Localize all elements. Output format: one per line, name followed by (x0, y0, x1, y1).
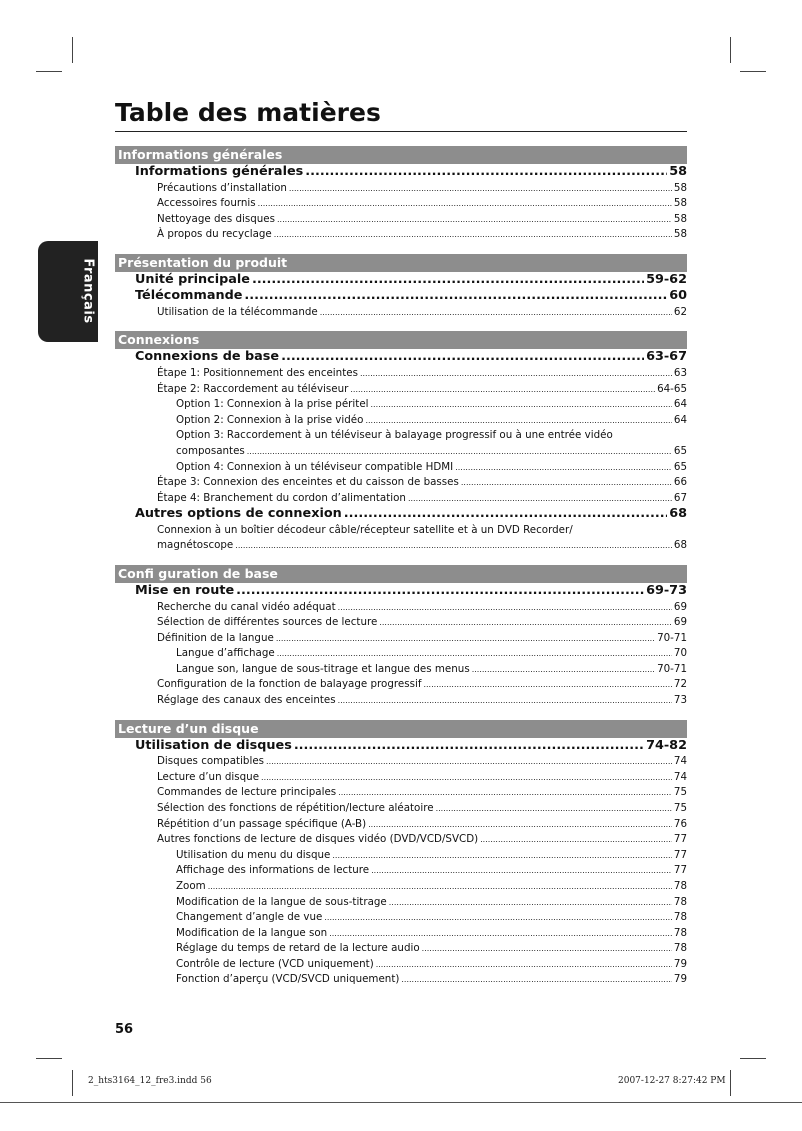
toc-entry[interactable] (115, 475, 687, 491)
language-side-tab (38, 241, 98, 342)
toc-page-number: 77 (673, 864, 687, 877)
toc-entry[interactable] (115, 382, 687, 398)
toc-chapter[interactable] (115, 349, 687, 366)
toc-entry[interactable] (115, 754, 687, 770)
toc-entry[interactable] (115, 693, 687, 709)
toc-entry[interactable] (115, 491, 687, 507)
toc-entry[interactable] (115, 817, 687, 833)
toc-entry-title: Réglage des canaux des enceintes (157, 694, 336, 707)
bottom-divider (0, 1102, 802, 1103)
toc-entry[interactable] (115, 366, 687, 382)
dot-leader (236, 583, 644, 600)
toc-page-number: 74 (673, 770, 687, 783)
toc-page-number: 73 (673, 694, 687, 707)
toc-entry[interactable] (115, 413, 687, 429)
toc-entry[interactable] (115, 832, 687, 848)
toc-entry-title: Utilisation de la télécommande (157, 305, 318, 318)
toc-entry[interactable] (115, 444, 687, 460)
toc-entry-title: Modification de la langue de sous-titrage (176, 895, 387, 908)
toc-entry-title: Étape 3: Connexion des enceintes et du caisson de basses (157, 476, 459, 489)
toc-page-number: 69 (673, 600, 687, 613)
dot-leader (274, 227, 672, 243)
toc-chapter[interactable] (115, 164, 687, 181)
toc-entry[interactable] (115, 460, 687, 476)
toc-entry[interactable] (115, 957, 687, 973)
dot-leader (455, 460, 672, 476)
dot-leader (294, 738, 644, 755)
toc-page-number: 65 (673, 444, 687, 457)
toc-entry[interactable] (115, 196, 687, 212)
toc-entry[interactable] (115, 631, 687, 647)
toc-entry-title: Utilisation du menu du disque (176, 848, 331, 861)
toc-entry[interactable] (115, 677, 687, 693)
toc-page-number: 68 (673, 539, 687, 552)
toc-entry[interactable] (115, 646, 687, 662)
toc-page-number: 75 (673, 786, 687, 799)
toc-page-number: 63-67 (646, 349, 687, 365)
toc-page-number: 74-82 (646, 737, 687, 753)
toc-entry[interactable] (115, 910, 687, 926)
dot-leader (436, 801, 672, 817)
toc-page-number: 69-73 (646, 583, 687, 598)
dot-leader (376, 957, 672, 973)
dot-leader (371, 863, 672, 879)
dot-leader (244, 288, 667, 305)
toc-entry-title: Répétition d’un passage spécifique (A-B) (157, 817, 367, 830)
toc-entry[interactable] (115, 212, 687, 228)
footer-timestamp: 2007-12-27 8:27:42 PM (618, 1076, 726, 1086)
dot-leader (408, 491, 672, 507)
dot-leader (401, 972, 672, 988)
toc-entry[interactable] (115, 895, 687, 911)
dot-leader (332, 848, 672, 864)
dot-leader (338, 600, 672, 616)
toc-entry-title: Sélection des fonctions de répétition/lecture aléatoire (157, 801, 434, 814)
toc-page-number: 63 (673, 366, 687, 379)
toc-page-number: 70-71 (657, 631, 687, 644)
footer-file-info: 2_hts3164_12_fre3.indd 56 (88, 1076, 212, 1086)
language-label: Français (80, 258, 96, 324)
toc-entry-title: Zoom (176, 879, 206, 892)
section-header: Informations générales (115, 146, 687, 164)
dot-leader (360, 366, 672, 382)
toc-page-number: 64-65 (657, 382, 687, 395)
dot-leader (277, 646, 672, 662)
dot-leader (324, 910, 672, 926)
section-header: Connexions (115, 331, 687, 349)
toc-entry-title: Réglage du temps de retard de la lecture audio (176, 942, 420, 955)
toc-page-number: 79 (673, 957, 687, 970)
toc-entry-title: Télécommande (135, 288, 243, 304)
crop-mark (36, 1058, 62, 1059)
toc-page-number: 78 (673, 911, 687, 924)
toc-page-number: 79 (673, 973, 687, 986)
page-title: Table des matières (115, 98, 381, 127)
toc-entry-title: Étape 4: Branchement du cordon d’alimentation (157, 491, 406, 504)
toc-entry-title: magnétoscope (157, 539, 234, 552)
crop-mark (730, 37, 731, 63)
toc-entry-title: Nettoyage des disques (157, 212, 275, 225)
toc-entry-title: Autres fonctions de lecture de disques vidéo (DVD/VCD/SVCD) (157, 833, 479, 846)
toc-entry-title: Autres options de connexion (135, 506, 342, 522)
toc-entry-title: Affichage des informations de lecture (176, 864, 370, 877)
toc-entry[interactable] (115, 600, 687, 616)
section-header: Confi guration de base (115, 565, 687, 583)
toc-page-number: 65 (673, 460, 687, 473)
toc-entry-title: Option 1: Connexion à la prise péritel (176, 398, 369, 411)
toc-entry-title: composantes (176, 444, 245, 457)
dot-leader (289, 181, 672, 197)
toc-entry[interactable] (115, 615, 687, 631)
toc-entry-title: Informations générales (135, 164, 304, 179)
dot-leader (338, 785, 672, 801)
toc-entry-title: Disques compatibles (157, 755, 265, 768)
toc-chapter[interactable] (115, 583, 687, 600)
dot-leader (276, 631, 655, 647)
dot-leader (208, 879, 672, 895)
dot-leader (461, 475, 672, 491)
toc-chapter[interactable] (115, 506, 687, 523)
dot-leader (379, 615, 672, 631)
toc-entry-title: Recherche du canal vidéo adéquat (157, 600, 336, 613)
dot-leader (261, 770, 672, 786)
toc-page-number: 64 (673, 398, 687, 411)
toc-entry-title: Option 4: Connexion à un téléviseur compatible HDMI (176, 460, 454, 473)
toc-page-number: 66 (673, 476, 687, 489)
toc-page-number: 67 (673, 491, 687, 504)
toc-entry-lead: Connexion à un boîtier décodeur câble/récepteur satellite et à un DVD Recorder/ (157, 523, 573, 536)
dot-leader (422, 941, 672, 957)
toc-page-number: 78 (673, 895, 687, 908)
toc-entry-title: Contrôle de lecture (VCD uniquement) (176, 957, 374, 970)
toc-entry[interactable] (115, 801, 687, 817)
page-number: 56 (115, 1022, 134, 1037)
toc-entry-title: Commandes de lecture principales (157, 786, 337, 799)
dot-leader (365, 413, 671, 429)
toc-entry[interactable] (115, 941, 687, 957)
dot-leader (350, 382, 655, 398)
toc-page-number: 68 (669, 506, 687, 522)
dot-leader (277, 212, 672, 228)
section-header: Lecture d’un disque (115, 720, 687, 738)
dot-leader (423, 677, 671, 693)
toc-page-number: 60 (669, 288, 687, 304)
toc-page-number: 72 (673, 678, 687, 691)
toc-page-number: 77 (673, 833, 687, 846)
toc-page-number: 78 (673, 879, 687, 892)
dot-leader (266, 754, 672, 770)
dot-leader (338, 693, 672, 709)
dot-leader (258, 196, 672, 212)
toc-entry-title: Sélection de différentes sources de lecture (157, 616, 378, 629)
toc-entry[interactable] (115, 662, 687, 678)
toc-entry[interactable] (115, 770, 687, 786)
toc-page-number: 78 (673, 926, 687, 939)
dot-leader (252, 272, 644, 289)
crop-mark (72, 37, 73, 63)
toc-entry-title: Précautions d’installation (157, 181, 287, 194)
crop-mark (36, 71, 62, 72)
toc-page-number: 69 (673, 616, 687, 629)
dot-leader (368, 817, 672, 833)
toc-entry[interactable] (115, 848, 687, 864)
toc-page-number: 58 (669, 164, 687, 179)
toc-entry-title: Étape 2: Raccordement au téléviseur (157, 382, 349, 395)
dot-leader (472, 662, 655, 678)
toc-entry-title: Langue son, langue de sous-titrage et langue des menus (176, 662, 470, 675)
dot-leader (329, 926, 672, 942)
toc-entry-title: Lecture d’un disque (157, 770, 260, 783)
toc-entry[interactable] (115, 926, 687, 942)
toc-entry[interactable] (115, 879, 687, 895)
toc-entry-title: Unité principale (135, 271, 250, 287)
toc-entry[interactable] (115, 397, 687, 413)
crop-mark (72, 1070, 73, 1096)
toc-entry[interactable] (115, 538, 687, 554)
toc-chapter[interactable] (115, 272, 687, 289)
toc-page-number: 77 (673, 848, 687, 861)
toc-page-number: 70-71 (657, 662, 687, 675)
toc-page-number: 58 (673, 181, 687, 194)
toc-page-number: 76 (673, 817, 687, 830)
dot-leader (320, 305, 672, 321)
dot-leader (247, 444, 672, 460)
toc-page-number: 74 (673, 755, 687, 768)
toc-page-number: 62 (673, 305, 687, 318)
toc-entry[interactable] (115, 785, 687, 801)
toc-page-number: 75 (673, 801, 687, 814)
dot-leader (281, 349, 644, 366)
crop-mark (740, 1058, 766, 1059)
toc-entry-title: Modification de la langue son (176, 926, 328, 939)
table-of-contents (115, 146, 687, 988)
toc-entry-title: Fonction d’aperçu (VCD/SVCD uniquement) (176, 973, 400, 986)
crop-mark (740, 71, 766, 72)
toc-entry-title: Utilisation de disques (135, 737, 292, 753)
toc-entry-title: Changement d’angle de vue (176, 911, 323, 924)
toc-entry[interactable] (115, 227, 687, 243)
toc-entry-title: Étape 1: Positionnement des enceintes (157, 366, 358, 379)
toc-entry-title: À propos du recyclage (157, 228, 272, 241)
toc-entry-title: Définition de la langue (157, 631, 274, 644)
toc-entry-title: Mise en route (135, 583, 235, 598)
toc-page-number: 58 (673, 197, 687, 210)
toc-chapter[interactable] (115, 288, 687, 305)
toc-entry-title: Configuration de la fonction de balayage progressif (157, 678, 422, 691)
toc-entry-title: Accessoires fournis (157, 197, 256, 210)
toc-page-number: 58 (673, 212, 687, 225)
toc-page-number: 70 (673, 647, 687, 660)
dot-leader (371, 397, 672, 413)
toc-entry-title: Option 2: Connexion à la prise vidéo (176, 413, 364, 426)
toc-entry[interactable] (115, 181, 687, 197)
toc-page-number: 64 (673, 413, 687, 426)
toc-page-number: 58 (673, 228, 687, 241)
toc-entry-title: Connexions de base (135, 349, 280, 365)
section-header: Présentation du produit (115, 254, 687, 272)
dot-leader (389, 895, 672, 911)
dot-leader (480, 832, 672, 848)
toc-chapter[interactable] (115, 738, 687, 755)
toc-page-number: 59-62 (646, 271, 687, 287)
dot-leader (305, 164, 667, 181)
toc-entry-lead: Option 3: Raccordement à un téléviseur à balayage progressif ou à une entrée vidéo (176, 429, 613, 442)
toc-entry[interactable] (115, 972, 687, 988)
crop-mark (730, 1070, 731, 1096)
toc-entry[interactable] (115, 305, 687, 321)
toc-entry[interactable] (115, 863, 687, 879)
dot-leader (235, 538, 672, 554)
title-divider (115, 131, 687, 132)
dot-leader (344, 506, 667, 523)
toc-page-number: 78 (673, 942, 687, 955)
toc-entry-title: Langue d’affichage (176, 647, 275, 660)
